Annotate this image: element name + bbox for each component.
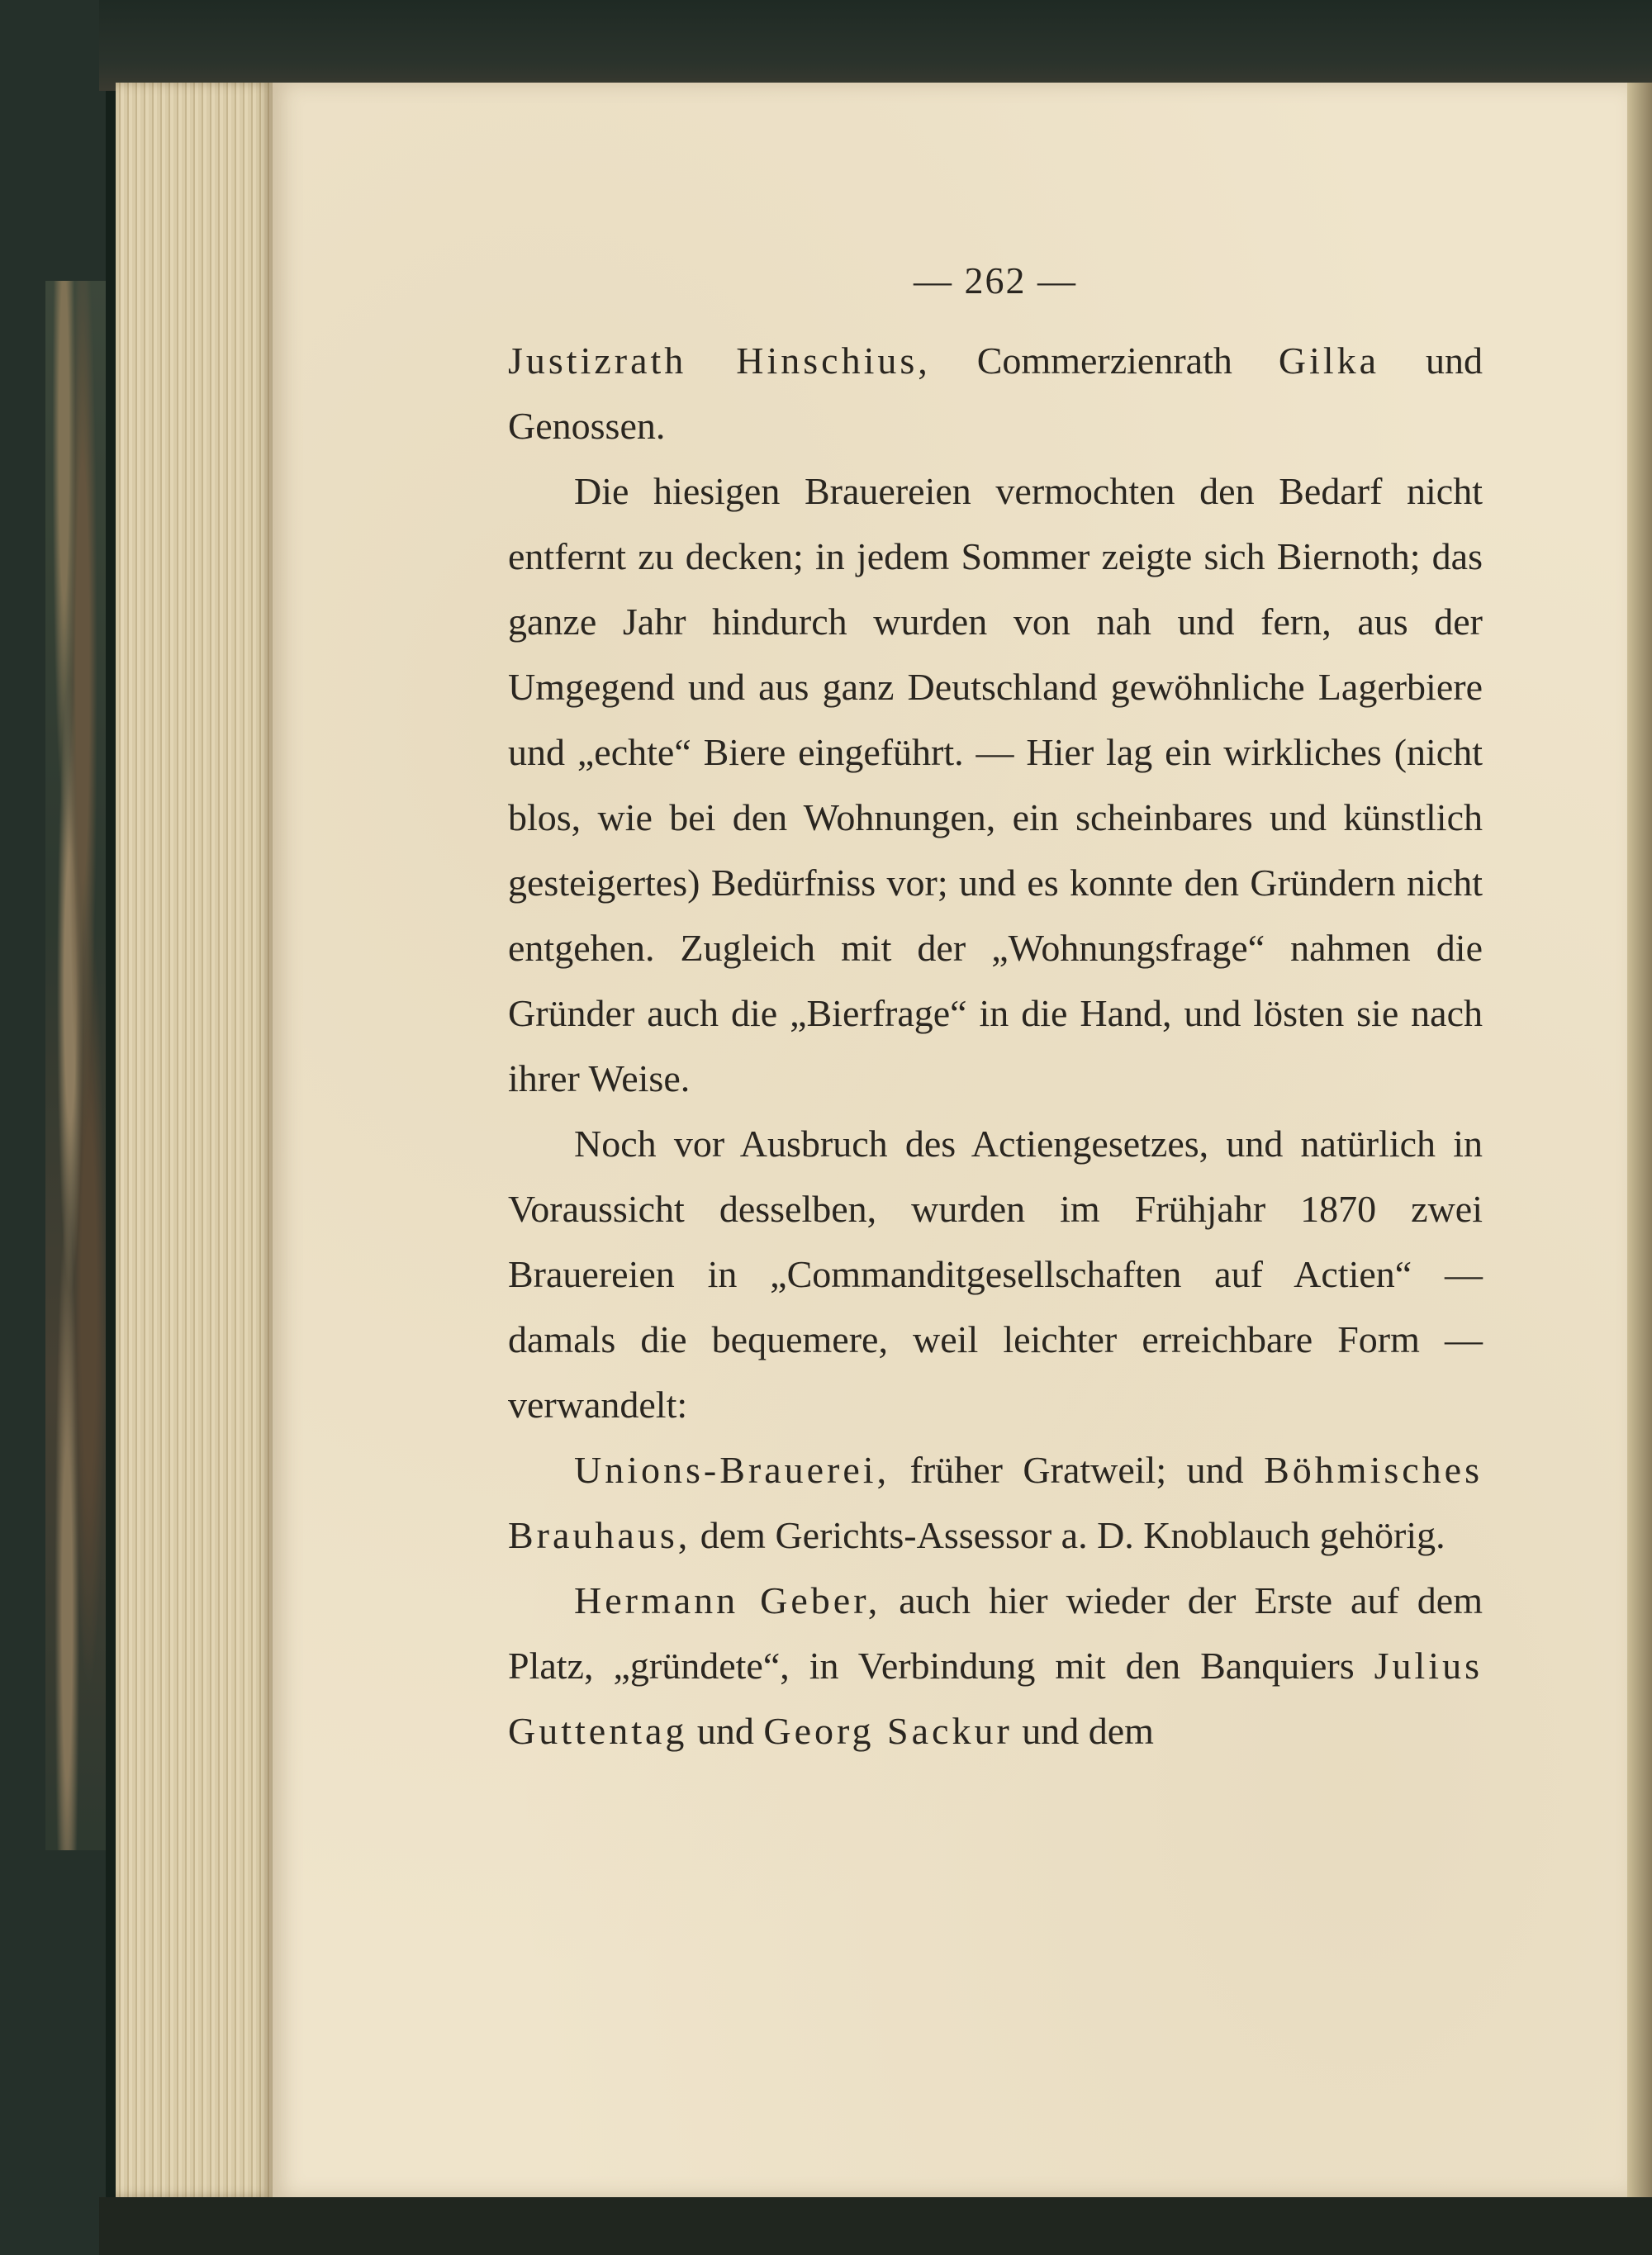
- bottom-background: [99, 2197, 1652, 2255]
- paragraph-5-text-c: und dem: [1012, 1710, 1154, 1752]
- paragraph-4-text-a: früher Gratweil; und: [890, 1449, 1265, 1491]
- page-text: [508, 248, 1483, 1764]
- paragraph-5: [508, 1568, 1483, 1764]
- name-gilka: Gilka: [1278, 339, 1380, 382]
- unions-brauerei: Unions-Brauerei,: [574, 1449, 890, 1491]
- paragraph-3: Noch vor Ausbruch des Actiengesetzes, und natürlich in Voraussicht desselben, wurden im Frühjahr 1870 zwei Brauereien in „Commanditgesellschaften auf Actien“ — damals die bequemere, weil leichter erreichbare Form — verwandelt:: [508, 1123, 1483, 1426]
- name-hinschius: Justizrath Hinschius,: [508, 339, 931, 382]
- boehmisches-brauhaus: Böhmisches Brauhaus,: [508, 1449, 1483, 1556]
- page-right-edge: [1627, 83, 1652, 2197]
- name-julius-guttentag: Julius Guttentag: [508, 1645, 1483, 1752]
- page-number: — 262 —: [914, 259, 1077, 301]
- name-hermann-geber: Hermann Geber,: [574, 1579, 881, 1621]
- name-georg-sackur: Georg Sackur: [763, 1710, 1013, 1752]
- marbled-cover-edge: [45, 281, 107, 1850]
- paragraph-5-text-a: auch hier wieder der Erste auf dem Platz, „gründete“, in Verbindung mit den Banquiers: [508, 1579, 1483, 1687]
- paragraph-1: [508, 328, 1483, 458]
- cover-edge: [106, 83, 116, 2197]
- paragraph-5-text-b: und: [687, 1710, 764, 1752]
- paragraph-4-text-b: dem Gerichts-Assessor a. D. Knoblauch gehörig.: [691, 1514, 1446, 1556]
- paragraph-1-text-a: Commerzienrath: [930, 339, 1279, 382]
- paragraph-4: [508, 1437, 1483, 1568]
- paragraph-2: Die hiesigen Brauereien vermochten den Bedarf nicht entfernt zu decken; in jedem Sommer zeigte sich Biernoth; das ganze Jahr hindurch wurden von nah und fern, aus der Umgegend und aus ganz Deutschland gewöhnliche Lagerbiere und „echte“ Biere eingeführt. — Hier lag ein wirkliches (nicht blos, wie bei den Wohnungen, ein scheinbares und künstlich gesteigertes) Bedürfniss vor; und es konnte den Gründern nicht entgehen. Zugleich mit der „Wohnungsfrage“ nahmen die Gründer auch die „Bierfrage“ in die Hand, und lösten sie nach ihrer Weise.: [508, 470, 1483, 1099]
- top-background: [99, 0, 1652, 91]
- paragraph-1-text-b: und Genossen.: [508, 339, 1483, 447]
- page-stack-edges: [116, 83, 273, 2197]
